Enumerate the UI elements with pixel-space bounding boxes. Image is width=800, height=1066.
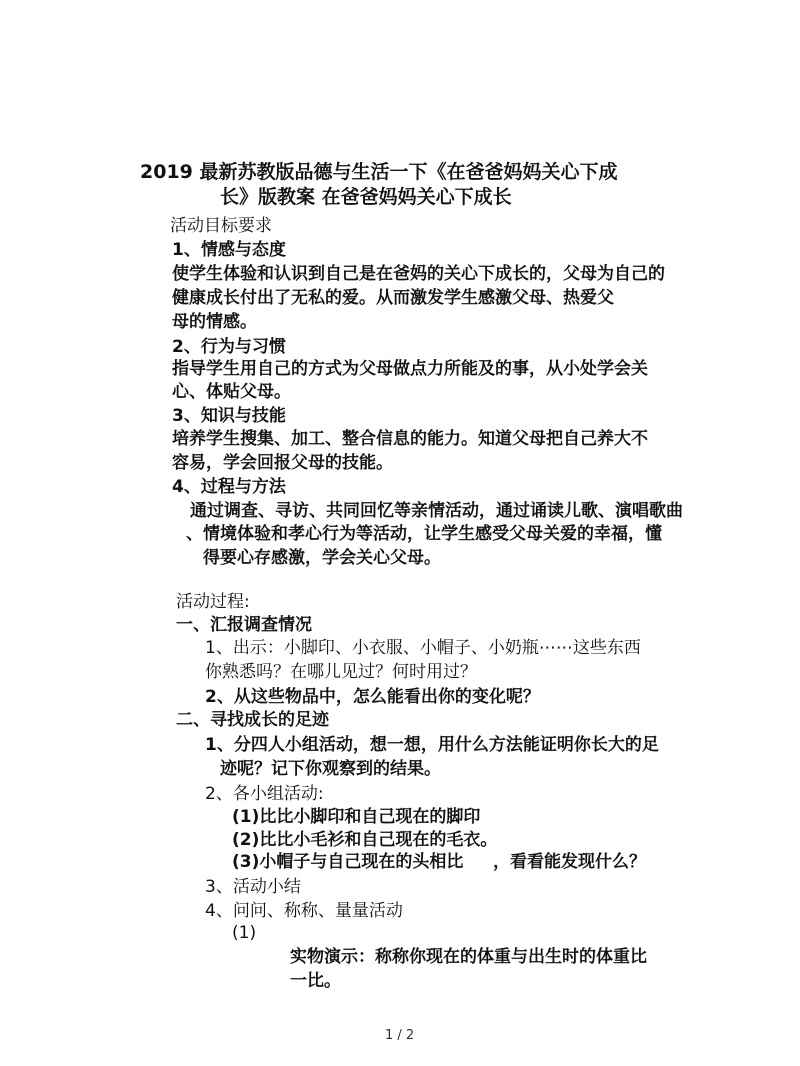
part2-heading: 二、寻找成长的足迹 xyxy=(176,710,329,730)
document-title-line2: 长》版教案 在爸爸妈妈关心下成长 xyxy=(220,186,512,208)
goal3-heading: 3、知识与技能 xyxy=(172,406,286,426)
part1-heading: 一、汇报调查情况 xyxy=(176,615,312,635)
goal2-text-line: 指导学生用自己的方式为父母做点力所能及的事，从小处学会关 xyxy=(172,359,648,379)
part2-item1-line: 1、分四人小组活动，想一想，用什么方法能证明你长大的足 xyxy=(205,735,659,755)
document-title-line1: 2019 最新苏教版品德与生活一下《在爸爸妈妈关心下成 xyxy=(140,161,618,183)
part1-item1-line: 你熟悉吗？在哪儿见过？何时用过？ xyxy=(205,662,477,682)
goal4-heading: 4、过程与方法 xyxy=(172,477,286,497)
goal3-text-line: 容易，学会回报父母的技能。 xyxy=(172,453,393,473)
part2-item3: 3、活动小结 xyxy=(205,877,301,897)
part2-item2-sub-tail: ，看看能发现什么？ xyxy=(493,852,646,872)
part2-item4: 4、问问、称称、量量活动 xyxy=(205,901,403,921)
part2-item4-sub: (1) xyxy=(232,923,257,943)
part2-item4-demo-line: 实物演示：称称你现在的体重与出生时的体重比 xyxy=(290,947,647,967)
goal4-text-line: 、情境体验和孝心行为等活动，让学生感受父母关爱的幸福，懂 xyxy=(186,524,662,544)
goal4-text-line: 通过调查、寻访、共同回忆等亲情活动，通过诵读儿歌、演唱歌曲 xyxy=(190,501,683,521)
part2-item2: 2、各小组活动: xyxy=(205,784,324,804)
goal1-text-line: 健康成长付出了无私的爱。从而激发学生感激父母、热爱父 xyxy=(172,288,614,308)
goals-heading: 活动目标要求 xyxy=(170,216,272,236)
goal3-text-line: 培养学生搜集、加工、整合信息的能力。知道父母把自己养大不 xyxy=(172,429,648,449)
process-heading: 活动过程: xyxy=(176,592,250,612)
part2-item4-demo-line: 一比。 xyxy=(290,971,341,991)
goal2-heading: 2、行为与习惯 xyxy=(172,337,286,357)
part2-item1-line: 迹呢？记下你观察到的结果。 xyxy=(220,759,441,779)
part2-item2-sub: (3)小帽子与自己现在的头相比 xyxy=(232,852,464,872)
part2-item2-sub: (1)比比小脚印和自己现在的脚印 xyxy=(232,807,481,827)
goal4-text-line: 得要心存感激，学会关心父母。 xyxy=(203,548,441,568)
part2-item2-sub: (2)比比小毛衫和自己现在的毛衣。 xyxy=(232,830,498,850)
goal1-text-line: 使学生体验和认识到自己是在爸妈的关心下成长的，父母为自己的 xyxy=(172,264,665,284)
goal1-text-line: 母的情感。 xyxy=(172,312,257,332)
page-number: 1 / 2 xyxy=(385,1028,415,1043)
goal2-text-line: 心、体贴父母。 xyxy=(172,382,291,402)
part1-item2: 2、从这些物品中，怎么能看出你的变化呢？ xyxy=(205,687,540,707)
goal1-heading: 1、情感与态度 xyxy=(172,240,286,260)
part1-item1-line: 1、出示：小脚印、小衣服、小帽子、小奶瓶⋯⋯这些东西 xyxy=(205,638,641,658)
